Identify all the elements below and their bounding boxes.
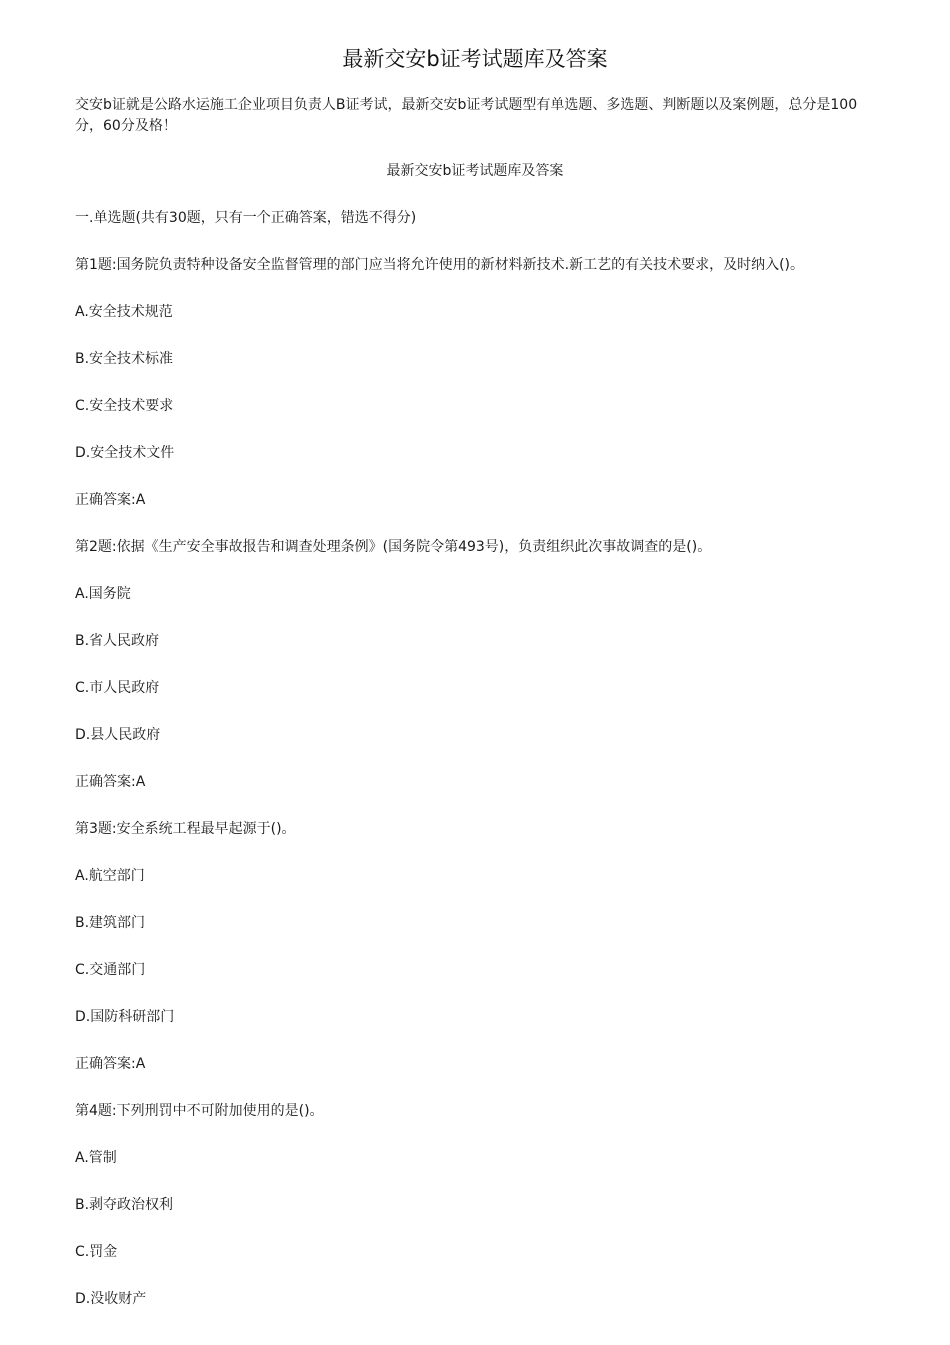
answer-option: B.剥夺政治权利 [75,1197,174,1213]
answer-option: A.管制 [75,1150,117,1166]
section-heading: 一.单选题(共有30题，只有一个正确答案，错选不得分) [75,210,417,226]
answer-option: C.市人民政府 [75,680,160,696]
answer-option: A.国务院 [75,586,131,602]
answer-option: D.国防科研部门 [75,1009,175,1025]
intro-paragraph: 交安b证就是公路水运施工企业项目负责人B证考试，最新交安b证考试题型有单选题、多选题、判断题以及案例题，总分是100分，60分及格！ [75,97,858,134]
correct-answer: 正确答案:A [75,492,146,508]
question-stem: 第2题:依据《生产安全事故报告和调查处理条例》(国务院令第493号)，负责组织此次事故调查的是()。 [75,539,712,555]
correct-answer: 正确答案:A [75,1056,146,1072]
question-stem: 第1题:国务院负责特种设备安全监督管理的部门应当将允许使用的新材料新技术.新工艺的有关技术要求，及时纳入()。 [75,257,804,273]
correct-answer: 正确答案:A [75,774,146,790]
answer-option: C.安全技术要求 [75,398,174,414]
question-stem: 第4题:下列刑罚中不可附加使用的是()。 [75,1103,324,1119]
answer-option: D.没收财产 [75,1291,147,1307]
question-stem: 第3题:安全系统工程最早起源于()。 [75,821,296,837]
answer-option: D.安全技术文件 [75,445,175,461]
answer-option: C.交通部门 [75,962,146,978]
answer-option: C.罚金 [75,1244,118,1260]
answer-option: B.建筑部门 [75,915,146,931]
document-subtitle: 最新交安b证考试题库及答案 [386,163,564,179]
answer-option: D.县人民政府 [75,727,161,743]
answer-option: A.航空部门 [75,868,145,884]
answer-option: B.省人民政府 [75,633,160,649]
answer-option: A.安全技术规范 [75,304,173,320]
answer-option: B.安全技术标准 [75,351,174,367]
document-title: 最新交安b证考试题库及答案 [342,47,608,71]
